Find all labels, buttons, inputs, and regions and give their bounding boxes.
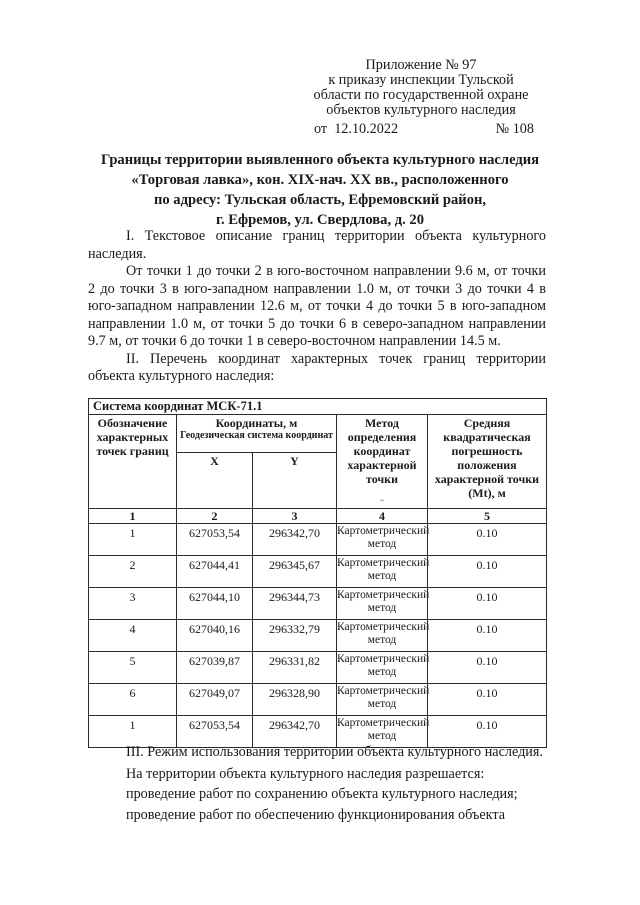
appendix-authority-line: области по государственной охране [313,87,529,103]
coordinates-rows [89,524,547,748]
section-1-heading: I. Текстовое описание границ территории объекта культурного наследия. [88,228,546,262]
point-cell: 1 [89,524,177,556]
x-cell: 627053,54 [177,716,253,748]
header-error: Средняя квадратическая погрешность положения характерной точки (Mt), м [428,415,547,509]
header-method [337,415,428,509]
appendix-number: Приложение № 97 [365,57,477,73]
column-number-2: 2 [177,509,253,524]
point-cell: 4 [89,620,177,652]
x-cell: 627053,54 [177,524,253,556]
column-number-5: 5 [428,509,547,524]
document-title [70,150,570,230]
error-cell: 0.10 [428,684,547,716]
allowed-intro: На территории объекта культурного наследия разрешается: [126,765,485,782]
point-cell: 5 [89,652,177,684]
allowed-item-1: проведение работ по сохранению объекта культурного наследия; [126,786,518,802]
point-cell: 1 [89,716,177,748]
x-cell: 627039,87 [177,652,253,684]
header-designation: Обозначение характерных точек границ [89,415,177,509]
table-row [89,652,547,684]
column-numbers-row [89,509,547,524]
y-cell: 296342,70 [253,716,337,748]
table-row [89,556,547,588]
point-cell: 3 [89,588,177,620]
table-row [89,620,547,652]
method-cell: Картометрический метод [337,652,428,684]
y-cell: 296344,73 [253,588,337,620]
method-cell: Картометрический метод [337,524,428,556]
y-cell: 296345,67 [253,556,337,588]
point-cell: 2 [89,556,177,588]
method-cell: Картометрический метод [337,684,428,716]
column-number-4: 4 [337,509,428,524]
header-x: X [177,453,253,509]
method-cell: Картометрический метод [337,620,428,652]
y-cell: 296331,82 [253,652,337,684]
table-row [89,524,547,556]
column-number-1: 1 [89,509,177,524]
table-row [89,588,547,620]
section-3 [88,744,546,824]
y-cell: 296332,79 [253,620,337,652]
method-cell: Картометрический метод [337,556,428,588]
error-cell: 0.10 [428,588,547,620]
header-coordinates: Координаты, м [177,415,337,431]
section-1-description: От точки 1 до точки 2 в юго-восточном направлении 9.6 м, от точки 2 до точки 3 в юго-западном направлении 1.0 м, от точки 3 до точки 4 в юго-западном направлении 12.6 м, от точки 4 до точки 5 в юго-западном направлении 1.0 м, от точки 5 до точки 6 в северо-западном направлении 9.7 м, от точки 6 до точки 1 в северо-восточном направлении 14.5 м. [88,263,546,349]
header-method-label: Метод определения координат характерной точки [347,416,417,486]
section-3-heading: III. Режим использования территории объекта культурного наследия. [126,744,543,760]
title-line-2: «Торговая лавка», кон. XIX-нач. XX вв., расположенного [131,172,509,188]
y-cell: 296342,70 [253,524,337,556]
allowed-item-2: проведение работ по обеспечению функционирования объекта [126,806,506,823]
method-cell: Картометрический метод [337,588,428,620]
x-cell: 627044,41 [177,556,253,588]
order-number: № 108 [495,121,534,137]
order-date-line [300,122,542,137]
point-cell: 6 [89,684,177,716]
table-row [89,684,547,716]
x-cell: 627049,07 [177,684,253,716]
method-cell: Картометрический метод [337,716,428,748]
error-cell: 0.10 [428,716,547,748]
error-cell: 0.10 [428,652,547,684]
error-cell: 0.10 [428,620,547,652]
appendix-objects-line: объектов культурного наследия [326,102,516,118]
appendix-header [300,58,542,137]
error-cell: 0.10 [428,524,547,556]
table-row [89,716,547,748]
scan-mark: ~ [379,496,385,505]
title-line-3: по адресу: Тульская область, Ефремовский район, [153,192,487,208]
header-y: Y [253,453,337,509]
x-cell: 627044,10 [177,588,253,620]
column-number-3: 3 [253,509,337,524]
title-line-4: г. Ефремов, ул. Свердлова, д. 20 [215,212,425,228]
error-cell: 0.10 [428,556,547,588]
header-geodetic-system: Геодезическая система координат [177,430,337,453]
section-1 [88,228,546,386]
order-date: от 12.10.2022 [314,121,399,137]
appendix-order-line: к приказу инспекции Тульской [328,72,514,88]
title-line-1: Границы территории выявленного объекта культурного наследия [100,152,540,168]
y-cell: 296328,90 [253,684,337,716]
section-2-heading: II. Перечень координат характерных точек границ территории объекта культурного наследия: [88,350,546,384]
x-cell: 627040,16 [177,620,253,652]
coordinates-table [88,398,547,748]
coordinate-system: Система координат МСК-71.1 [89,399,547,415]
